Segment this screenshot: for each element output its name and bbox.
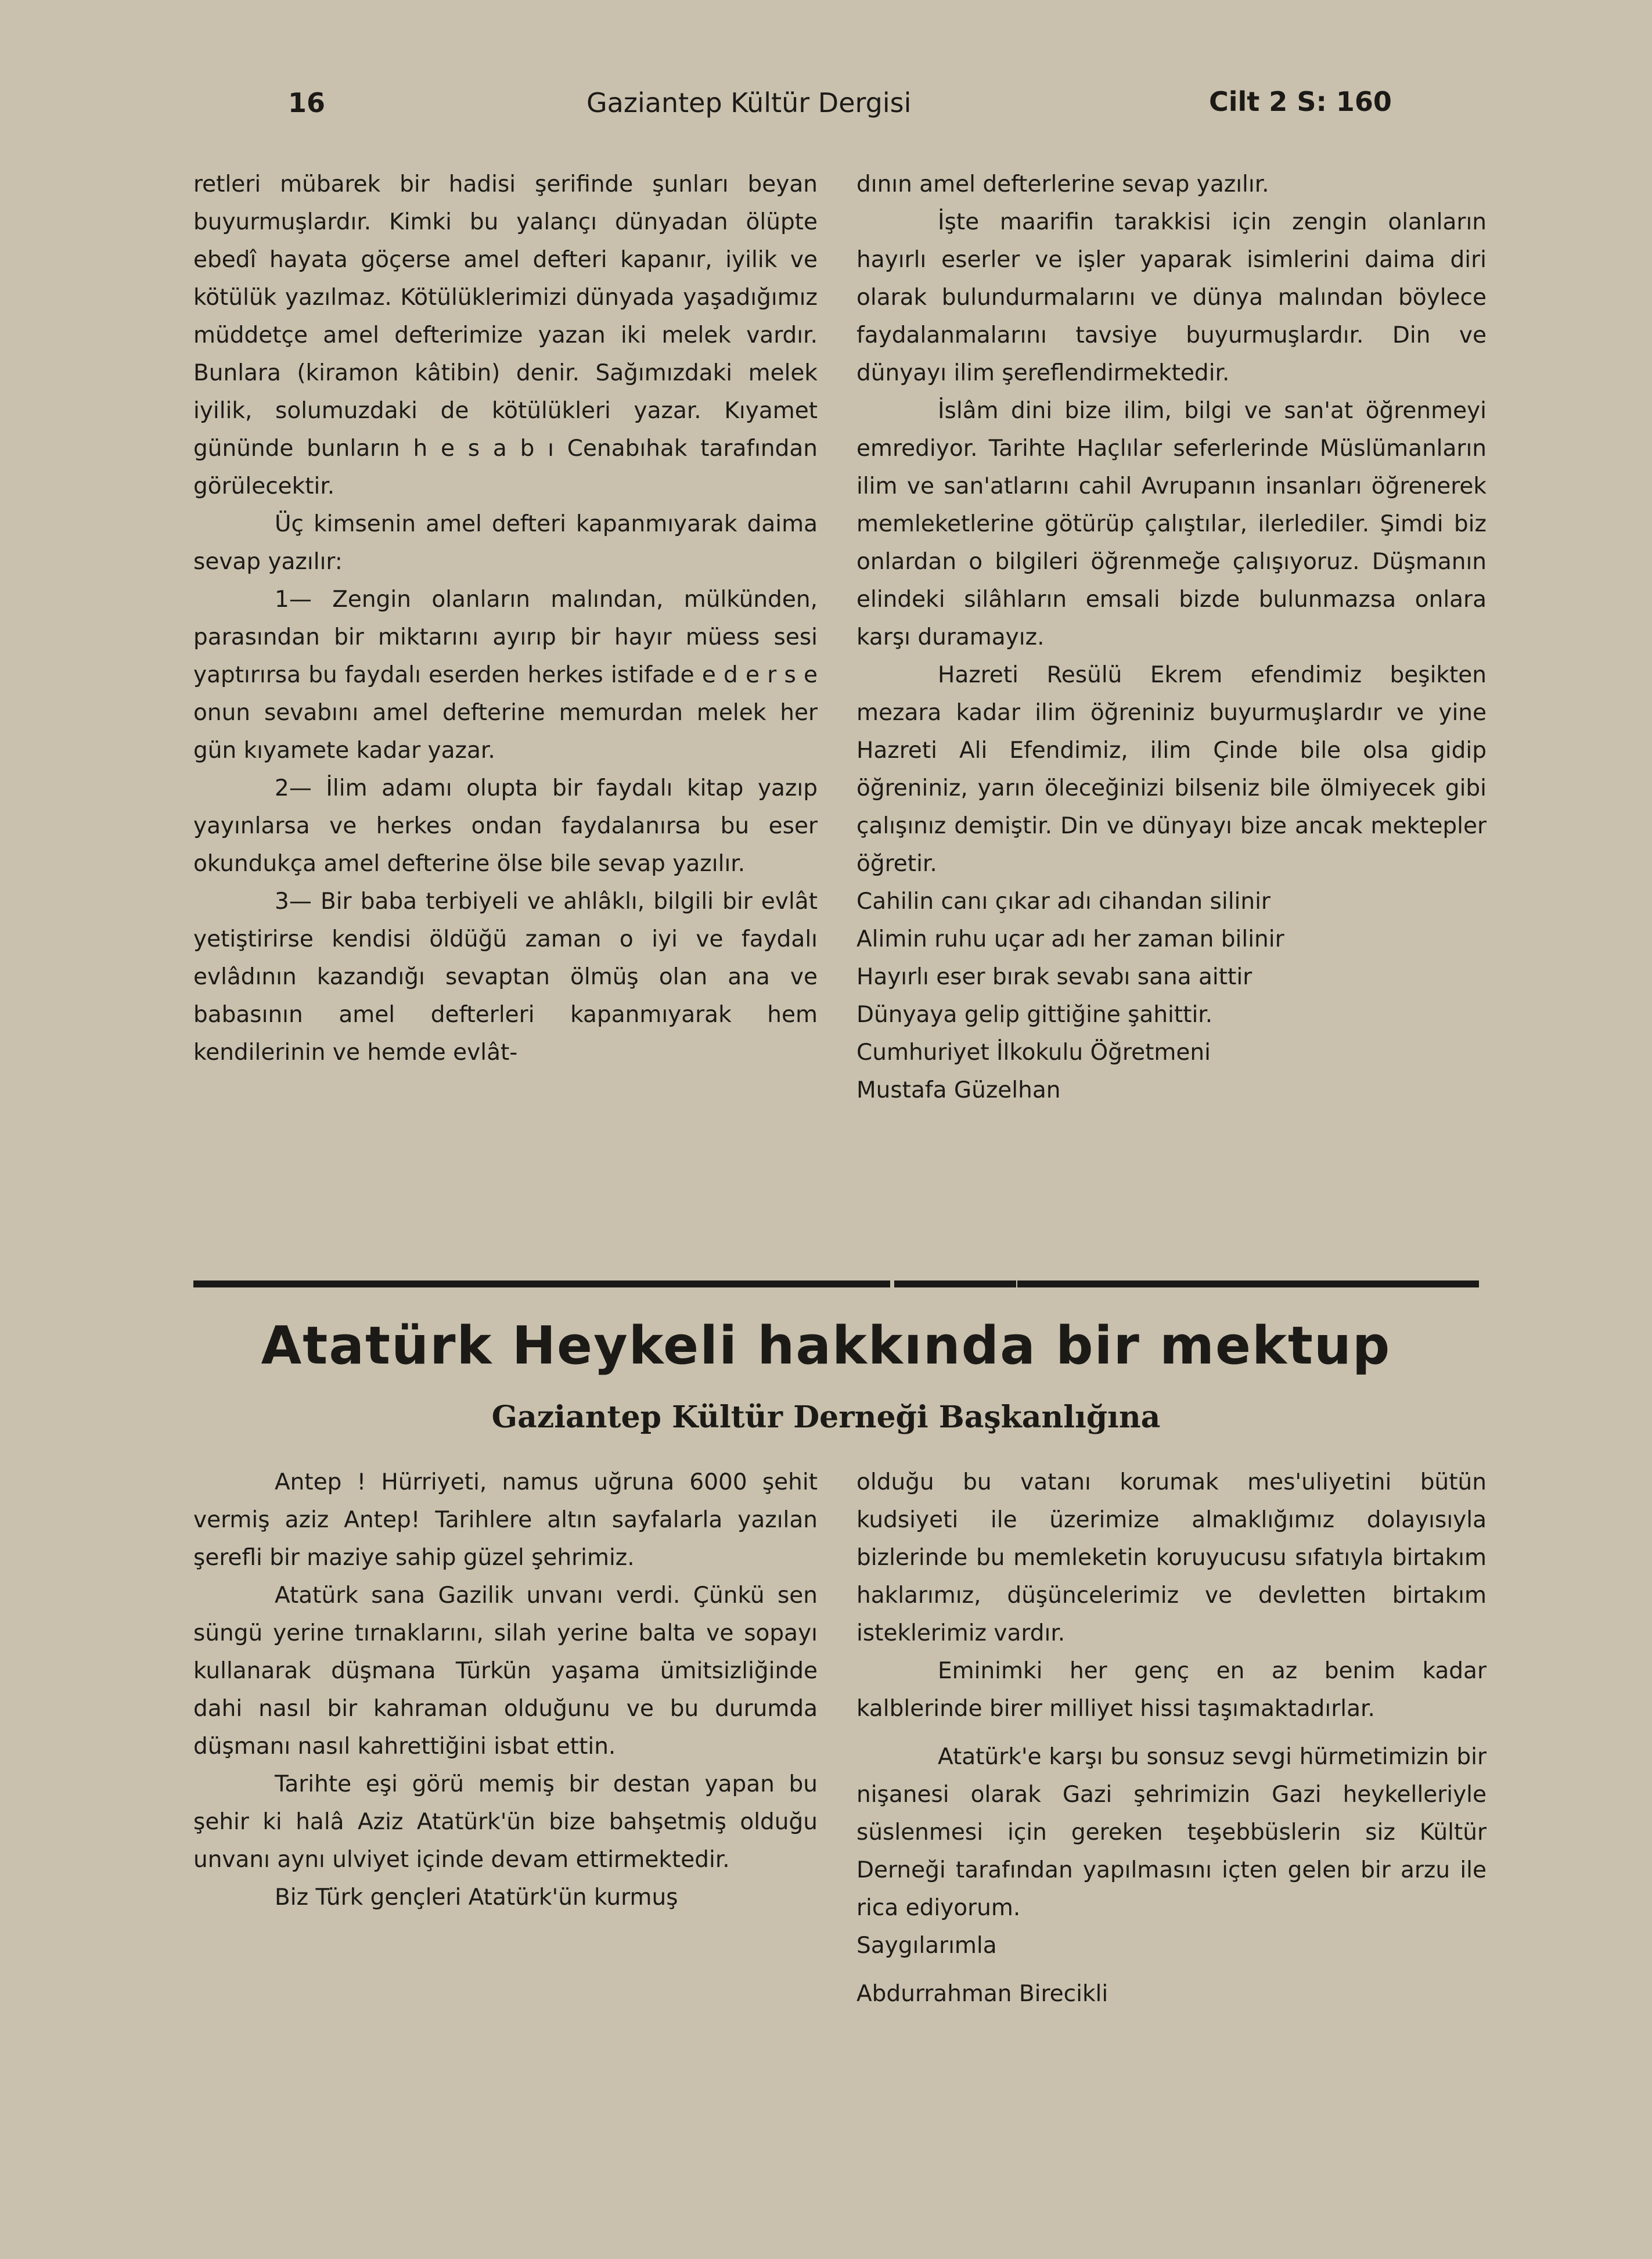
author-role: Cumhuriyet İlkokulu Öğretmeni <box>856 1039 1211 1066</box>
paragraph: 3— Bir baba terbiyeli ve ahlâklı, bilgili bir evlât yetiştirirse kendisi öldüğü zaman o iyi ve faydalı evlâdının kazandığı sevaptan ölmüş olan ana ve babasının amel defterleri kapanmıyarak hem kendilerinin ve hemde evlât- <box>193 889 818 1066</box>
author-name: Mustafa Güzelhan <box>856 1077 1061 1103</box>
poem-line: Hayırlı eser bırak sevabı sana aittir <box>856 964 1253 990</box>
paragraph: Üç kimsenin amel defteri kapanmıyarak daima sevap yazılır: <box>193 511 818 575</box>
divider-rule <box>1017 1280 1479 1287</box>
article2-column-right <box>856 1463 1487 2013</box>
paragraph: retleri mübarek bir hadisi şerifinde şunları beyan buyurmuşlardır. Kimki bu yalançı dünyadan ölüpte ebedî hayata göçerse amel defteri kapanır, iyilik ve kötülük yazılmaz. Kötülüklerimizi dünyada yaşadığımız müddetçe amel defterimize yazan iki melek vardır. Bunlara (kiramon kâtibin) denir. Sağımızdaki melek iyilik, solumuzdaki de kötülükleri yazar. Kıyamet gününde bunların h e s a b ı Cenabıhak tarafından görülecektir. <box>193 171 818 499</box>
closing-salutation: Saygılarımla <box>856 1933 997 1959</box>
paragraph: 2— İlim adamı olupta bir faydalı kitap yazıp yayınlarsa ve herkes ondan faydalanırsa bu eser okundukça amel defterine ölse bile sevap yazılır. <box>193 775 818 877</box>
paragraph: Tarihte eşi görü memiş bir destan yapan bu şehir ki halâ Aziz Atatürk'ün bize bahşetmiş olduğu unvanı aynı ulviyet içinde devam ettirmektedir. <box>193 1771 818 1873</box>
article1-column-left <box>193 166 818 1071</box>
article1-column-right <box>856 166 1487 1109</box>
divider-rule <box>193 1280 890 1287</box>
paragraph: Atatürk'e karşı bu sonsuz sevgi hürmetimizin bir nişanesi olarak Gazi şehrimizin Gazi heykelleriyle süslenmesi için gereken teşebbüslerin siz Kültür Derneği tarafından yapılmasını içten gelen bir arzu ile rica ediyorum. <box>856 1744 1487 1921</box>
paragraph: Hazreti Resülü Ekrem efendimiz beşikten mezara kadar ilim öğreniniz buyurmuşlardır ve yine Hazreti Ali Efendimiz, ilim Çinde bile olsa gidip öğreniniz, yarın öleceğinizi bilseniz bile ölmiyecek gibi çalışınız demiştir. Din ve dünyayı bize ancak mektepler öğretir. <box>856 662 1487 877</box>
article2-column-left <box>193 1463 818 1916</box>
divider-rule <box>894 1280 1016 1287</box>
letter-author: Abdurrahman Birecikli <box>856 1981 1108 2007</box>
paragraph: olduğu bu vatanı korumak mes'uliyetini bütün kudsiyeti ile üzerimize almaklığımız dolayısıyla bizlerinde bu memleketin koruyucusu sıfatıyla birtakım haklarımız, düşüncelerimiz ve devletten birtakım isteklerimiz vardır. <box>856 1469 1487 1646</box>
poem-line: Cahilin canı çıkar adı cihandan silinir <box>856 889 1271 915</box>
page-number: 16 <box>288 87 326 118</box>
paragraph: İşte maarifin tarakkisi için zengin olanların hayırlı eserler ve işler yaparak isimlerini daima diri olarak bulundurmalarını ve dünya malından böylece faydalanmalarını tavsiye buyurmuşlardır. Din ve dünyayı ilim şereflendirmektedir. <box>856 209 1487 386</box>
article-headline: Atatürk Heykeli hakkında bir mektup <box>261 1315 1391 1376</box>
volume-label: Cilt 2 S: 160 <box>1209 86 1392 117</box>
poem-line: Dünyaya gelip gittiğine şahittir. <box>856 1002 1213 1028</box>
paragraph: Biz Türk gençleri Atatürk'ün kurmuş <box>275 1884 678 1911</box>
poem-line: Alimin ruhu uçar adı her zaman bilinir <box>856 926 1284 952</box>
paragraph: Antep ! Hürriyeti, namus uğruna 6000 şehit vermiş aziz Antep! Tarihlere altın sayfalarla yazılan şerefli bir maziye sahip güzel şehrimiz. <box>193 1469 818 1571</box>
running-title: Gaziantep Kültür Dergisi <box>586 87 912 118</box>
paragraph: dının amel defterlerine sevap yazılır. <box>856 171 1269 197</box>
paragraph: Eminimki her genç en az benim kadar kalblerinde birer milliyet hissi taşımaktadırlar. <box>856 1658 1487 1722</box>
paragraph: Atatürk sana Gazilik unvanı verdi. Çünkü sen süngü yerine tırnaklarını, silah yerine balta ve sopayı kullanarak düşmana Türkün yaşama ümitsizliğinde dahi nasıl bir kahraman olduğunu ve bu durumda düşmanı nasıl kahrettiğini isbat ettin. <box>193 1582 818 1760</box>
article-subheading: Gaziantep Kültür Derneği Başkanlığına <box>491 1400 1161 1435</box>
paragraph: 1— Zengin olanların malından, mülkünden, parasından bir miktarını ayırıp bir hayır müess sesi yaptırırsa bu faydalı eserden herkes istifade e d e r s e onun sevabını amel defterine memurdan melek her gün kıyamete kadar yazar. <box>193 587 818 764</box>
paragraph: İslâm dini bize ilim, bilgi ve san'at öğrenmeyi emrediyor. Tarihte Haçlılar seferlerinde Müslümanların ilim ve san'atlarını cahil Avrupanın insanları öğrenerek memleketlerine götürüp çalıştılar, ilerlediler. Şimdi biz onlardan o bilgileri öğrenmeğe çalışıyoruz. Düşmanın elindeki silâhların emsali bizde bulunmazsa onlara karşı duramayız. <box>856 398 1487 650</box>
